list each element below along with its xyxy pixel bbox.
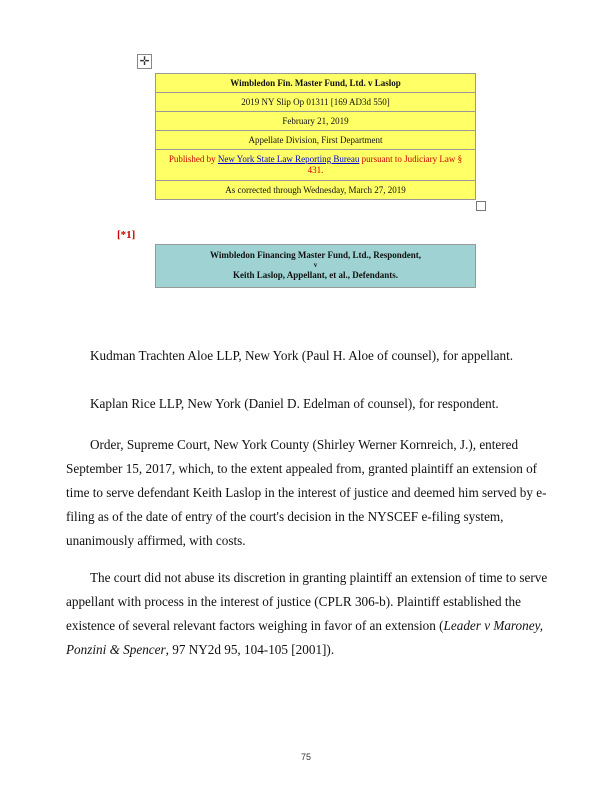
case-name: Wimbledon Fin. Master Fund, Ltd. v Laslop [156, 74, 476, 93]
respondent-counsel [66, 392, 550, 416]
holding-paragraph [66, 566, 550, 662]
holding-cite-rest: , 97 NY2d 95, 104-105 [2001]). [165, 642, 335, 657]
appellant-counsel [66, 344, 550, 368]
holding-case-cite: Leader v Maroney, Ponzini & Spencer [66, 618, 544, 657]
page-number: 75 [300, 752, 311, 762]
order-paragraph [66, 433, 550, 553]
publisher-suffix: pursuant to Judiciary Law § 431. [307, 154, 463, 175]
respondent-party: Wimbledon Financing Master Fund, Ltd., Respondent, [210, 250, 421, 260]
table-move-handle-icon[interactable]: ✛ [137, 54, 152, 69]
publisher-prefix: Published by [168, 154, 216, 164]
page-marker: [*1] [117, 229, 136, 241]
parties-box [155, 244, 476, 288]
appellant-counsel-text: Kudman Trachten Aloe LLP, New York (Paul H. Aloe of counsel), for appellant. [90, 348, 514, 363]
decision-date: February 21, 2019 [156, 112, 476, 131]
order-paragraph-text: Order, Supreme Court, New York County (Shirley Werner Kornreich, J.), entered September 15, 2017, which, to the extent appealed from, granted plaintiff an extension of time to serve defendant Keith Laslop in the interest of justice and deemed him served by e-filing as of the date of entry of the court's decision in the NYSCEF e-filing system, unanimously affirmed, with costs. [66, 437, 547, 548]
holding-paragraph-text [66, 566, 550, 662]
publisher-note [156, 150, 476, 181]
respondent-counsel-text: Kaplan Rice LLP, New York (Daniel D. Edelman of counsel), for respondent. [90, 396, 499, 411]
table-resize-handle[interactable] [476, 201, 486, 211]
correction-note: As corrected through Wednesday, March 27, 2019 [156, 181, 476, 200]
appellant-party: Keith Laslop, Appellant, et al., Defendants. [232, 270, 398, 280]
case-header-table [155, 73, 476, 200]
citation: 2019 NY Slip Op 01311 [169 AD3d 550] [156, 93, 476, 112]
holding-text: The court did not abuse its discretion in granting plaintiff an extension of time to serve appellant with process in the interest of justice (CPLR 306-b). Plaintiff established the existence of several relevant factors weighing in favor of an extension ( [66, 570, 548, 633]
court-name: Appellate Division, First Department [156, 131, 476, 150]
publisher-link[interactable]: New York State Law Reporting Bureau [217, 154, 360, 164]
versus-label: v [313, 261, 318, 269]
